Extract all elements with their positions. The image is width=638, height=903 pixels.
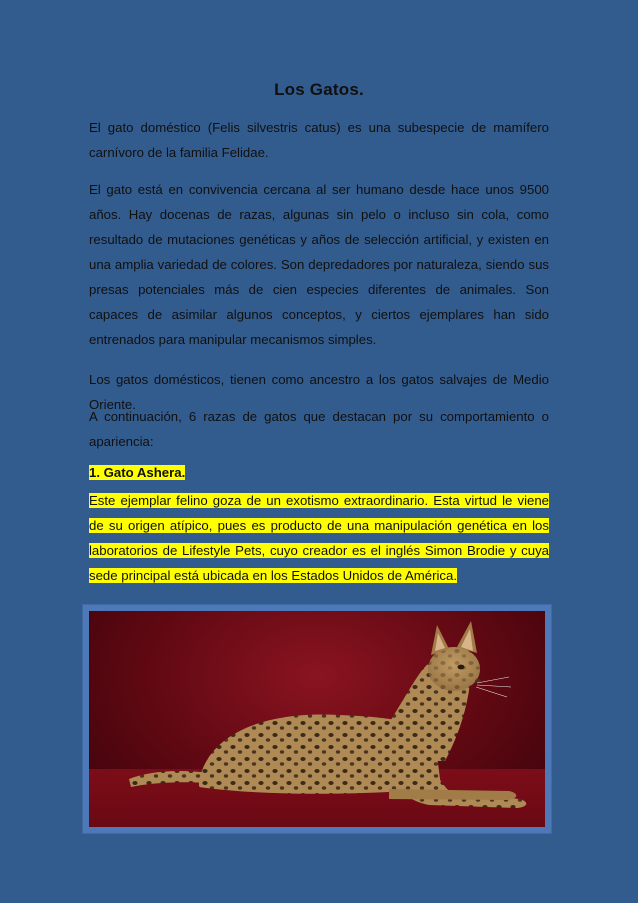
section-heading (89, 462, 185, 484)
cat-photo-frame (82, 604, 552, 834)
ashera-paragraph-text: Este ejemplar felino goza de un exotismo extraordinario. Esta virtud le viene de su origen atípico, pues es producto de una manipulación genética en los laboratorios de Lifestyle Pets, cuyo creador es el inglés Simon Brodie y cuya sede principal está ubicada en los Estados Unidos de América. (89, 493, 549, 583)
section-heading-text: 1. Gato Ashera. (89, 465, 186, 480)
history-paragraph: El gato está en convivencia cercana al ser humano desde hace unos 9500 años. Hay docenas de razas, algunas sin pelo o incluso sin cola, como resultado de mutaciones genéticas y años de selección artificial, y existen en una amplia variedad de colores. Son depredadores por naturaleza, siendo sus presas potenciales más de cien especies diferentes de animales. Son capaces de asimilar algunos conceptos, y ciertos ejemplares han sido entrenados para manipular mecanismos simples. (89, 182, 549, 347)
document-title: Los Gatos. (274, 80, 364, 99)
ancestry-paragraph: Los gatos domésticos, tienen como ancestro a los gatos salvajes de Medio Oriente. (89, 372, 549, 412)
breeds-intro-paragraph: A continuación, 6 razas de gatos que destacan por su comportamiento o apariencia: (89, 409, 549, 449)
ashera-paragraph (89, 488, 549, 588)
intro-paragraph: El gato doméstico (Felis silvestris catus) es una subespecie de mamífero carnívoro de la familia Felidae. (89, 120, 549, 160)
cat-illustration (89, 611, 545, 827)
ashera-cat-photo (89, 611, 545, 827)
